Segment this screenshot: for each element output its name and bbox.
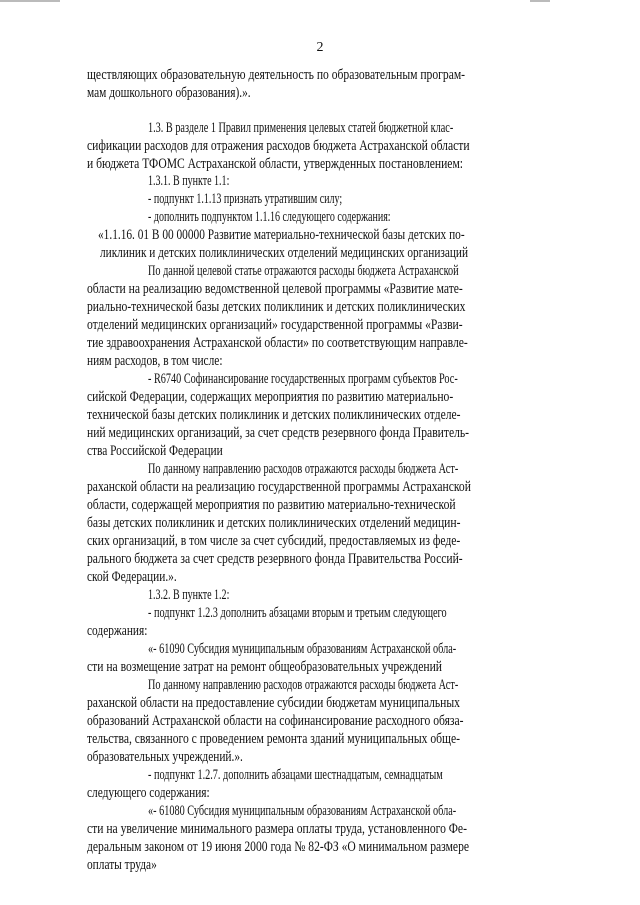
text-line: ниям расходов, в том числе: — [87, 353, 223, 369]
text-line: По данной целевой статье отражаются расходы бюджета Астраханской — [148, 263, 459, 279]
text-line: сти на увеличение минимального размера оплаты труда, установленного Фе- — [87, 821, 467, 837]
text-line: следующего содержания: — [87, 785, 210, 801]
text-line: образований Астраханской области на софинансирование расходного обяза- — [87, 713, 464, 729]
text-line: - R6740 Софинансирование государственных программ субъектов Рос- — [148, 371, 458, 387]
text-line: - подпункт 1.1.13 признать утратившим силу; — [148, 191, 343, 207]
text-line: отделений медицинских организаций» государственной программы «Разви- — [87, 317, 463, 333]
text-line: ских организаций, в том числе за счет субсидий, предоставляемых из феде- — [87, 533, 461, 549]
text-line: базы детских поликлиник и детских поликлинических отделений медицин- — [87, 515, 461, 531]
text-line: сти на возмещение затрат на ремонт общеобразовательных учреждений — [87, 659, 443, 675]
scan-edge-mark — [530, 0, 550, 2]
text-line: деральным законом от 19 июня 2000 года № 82-ФЗ «О минимальном размере — [87, 839, 470, 855]
text-line: - подпункт 1.2.7. дополнить абзацами шестнадцатым, семнадцатым — [148, 767, 443, 783]
text-line: тельства, связанного с проведением ремонта зданий муниципальных обще- — [87, 731, 460, 747]
text-line: 1.3. В разделе 1 Правил применения целевых статей бюджетной клас- — [148, 120, 454, 136]
text-line: раханской области на предоставление субсидии бюджетам муниципальных — [87, 695, 460, 711]
text-line: «- 61080 Субсидия муниципальным образованиям Астраханской обла- — [148, 803, 457, 819]
text-line: ской Федерации.». — [87, 569, 177, 585]
text-line: содержания: — [87, 623, 148, 639]
text-line: риально-технической базы детских поликлиник и детских поликлинических — [87, 299, 466, 315]
scan-edge-mark — [0, 0, 60, 2]
text-line: По данному направлению расходов отражаются расходы бюджета Аст- — [148, 461, 459, 477]
text-line: тие здравоохранения Астраханской области» по соответствующим направле- — [87, 335, 468, 351]
text-line: «1.1.16. 01 В 00 00000 Развитие материально-технической базы детских по- — [98, 227, 465, 243]
text-line: 1.3.1. В пункте 1.1: — [148, 173, 230, 189]
text-line: области, содержащей мероприятия по развитию материально-технической — [87, 497, 456, 513]
text-line: оплаты труда» — [87, 857, 157, 873]
text-line: По данному направлению расходов отражаются расходы бюджета Аст- — [148, 677, 459, 693]
text-line: - дополнить подпунктом 1.1.16 следующего содержания: — [148, 209, 391, 225]
text-line: 1.3.2. В пункте 1.2: — [148, 587, 230, 603]
text-line: «- 61090 Субсидия муниципальным образованиям Астраханской обла- — [148, 641, 457, 657]
text-line: и бюджета ТФОМС Астраханской области, утвержденных постановлением: — [87, 156, 464, 172]
text-line: технической базы детских поликлиник и детских поликлинических отделе- — [87, 407, 461, 423]
text-line: - подпункт 1.2.3 дополнить абзацами вторым и третьим следующего — [148, 605, 447, 621]
text-line: ний медицинских организаций, за счет средств резервного фонда Правитель- — [87, 425, 470, 441]
text-line: образовательных учреждений.». — [87, 749, 243, 765]
text-line: ществляющих образовательную деятельность по образовательным програм- — [87, 67, 466, 83]
text-line: раханской области на реализацию государственной программы Астраханской — [87, 479, 471, 495]
text-line: мам дошкольного образования).». — [87, 85, 251, 101]
text-line: сийской Федерации, содержащих мероприятия по развитию материально- — [87, 389, 454, 405]
text-line: сификации расходов для отражения расходов бюджета Астраханской области — [87, 138, 470, 154]
text-line: ликлиник и детских поликлинических отделений медицинских организаций — [100, 245, 469, 261]
text-line: области на реализацию ведомственной целевой программы «Развитие мате- — [87, 281, 463, 297]
text-line: ства Российской Федерации — [87, 443, 223, 459]
page-number: 2 — [316, 40, 324, 55]
text-line: рального бюджета за счет средств резервного фонда Правительства Россий- — [87, 551, 463, 567]
